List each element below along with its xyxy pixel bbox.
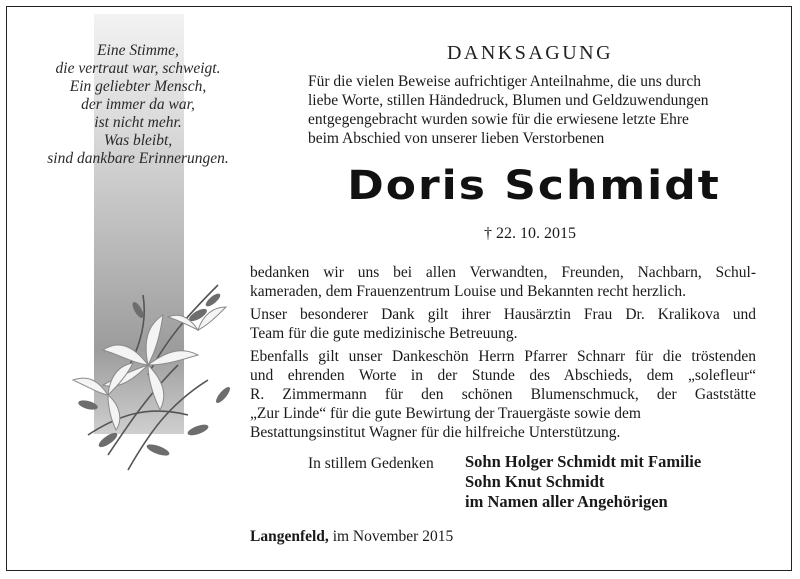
poem-line: der immer da war, xyxy=(81,96,195,113)
place-and-date xyxy=(250,528,453,546)
thanks-paragraph xyxy=(250,263,756,301)
thanks-paragraph xyxy=(250,347,756,442)
deceased-name: Doris Schmidt xyxy=(347,162,721,209)
paragraph-line: Bestattungsinstitut Wagner für die hilfreiche Unterstützung. xyxy=(250,424,621,441)
paragraph-line: kameraden, dem Frauenzentrum Louise und Bekannten recht herzlich. xyxy=(250,283,686,300)
paragraph-line: Ebenfalls gilt unser Dankeschön Herrn Pfarrer Schnarr für die tröstenden xyxy=(250,348,756,365)
poem-line: sind dankbare Erinnerungen. xyxy=(47,150,229,167)
signers-block xyxy=(465,452,701,512)
thanks-body xyxy=(250,263,756,446)
paragraph-line: Team für die gute medizinische Betreuung. xyxy=(250,325,518,342)
paragraph-line: „Zur Linde“ für die gute Bewirtung der Trauergäste sowie dem xyxy=(250,405,641,422)
poem-line: die vertraut war, schweigt. xyxy=(55,60,221,77)
paragraph-line: Unser besonderer Dank gilt ihrer Hausärztin Frau Dr. Kralikova und xyxy=(250,306,756,323)
signer-line: im Namen aller Angehörigen xyxy=(465,492,668,511)
poem-line: Was bleibt, xyxy=(103,132,173,149)
signer-line: Sohn Holger Schmidt mit Familie xyxy=(465,452,702,471)
poem-line: Ein geliebter Mensch, xyxy=(69,78,207,95)
poem-line: ist nicht mehr. xyxy=(94,114,182,131)
intro-line: Für die vielen Beweise aufrichtiger Anteilnahme, die uns durch xyxy=(308,73,701,90)
intro-text xyxy=(308,72,756,148)
paragraph-line: bedanken wir uns bei allen Verwandten, Freunden, Nachbarn, Schul- xyxy=(250,264,756,281)
death-date: † 22. 10. 2015 xyxy=(484,225,576,242)
signer-line: Sohn Knut Schmidt xyxy=(465,472,605,491)
paragraph-line: und ehrenden Worte in der Stunde des Abschieds, dem „solefleur“ xyxy=(250,367,756,384)
greeting-label: In stillem Gedenken xyxy=(308,455,434,472)
lily-flower-illustration xyxy=(48,255,248,485)
memorial-poem xyxy=(20,42,256,168)
paragraph-line: R. Zimmermann für den schönen Blumenschmuck, der Gaststätte xyxy=(250,386,756,403)
intro-line: liebe Worte, stillen Händedruck, Blumen und Geldzuwendungen xyxy=(308,92,709,109)
poem-line: Eine Stimme, xyxy=(97,42,179,59)
intro-line: beim Abschied von unserer lieben Verstorbenen xyxy=(308,130,605,147)
thanks-paragraph xyxy=(250,305,756,343)
place-name: Langenfeld, xyxy=(250,528,329,545)
intro-line: entgegengebracht wurden sowie für die erwiesene letzte Ehre xyxy=(308,111,689,128)
place-date: im November 2015 xyxy=(328,528,454,545)
notice-heading: DANKSAGUNG xyxy=(446,42,614,64)
